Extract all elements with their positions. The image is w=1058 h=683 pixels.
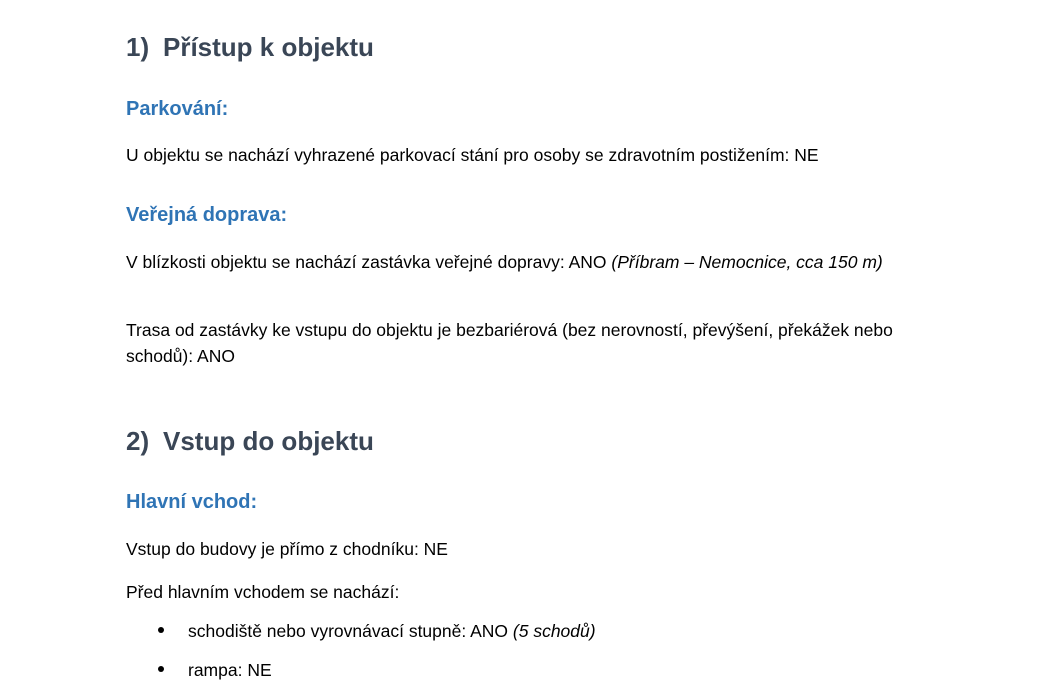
bullet-icon (158, 666, 164, 672)
list-item-note: (5 schodů) (512, 621, 596, 641)
list-item (158, 618, 596, 644)
section-number: 2) (126, 426, 150, 456)
section-title: Vstup do objektu (163, 426, 374, 456)
transport-stop-note: (Příbram – Nemocnice, cca 150 m) (611, 252, 883, 272)
section-title: Přístup k objektu (163, 32, 374, 62)
subheading-parking: Parkování: (126, 98, 229, 120)
list-item-text: schodiště nebo vyrovnávací stupně: ANO (188, 621, 513, 641)
section-heading-access (126, 32, 374, 62)
list-item (158, 657, 272, 683)
transport-route-text: Trasa od zastávky ke vstupu do objektu je bezbariérová (bez nerovností, převýšení, překážek nebo schodů): ANO (126, 320, 893, 366)
subheading-public-transport: Veřejná doprava: (126, 204, 288, 226)
section-heading-entrance (126, 426, 374, 456)
transport-stop-label: V blízkosti objektu se nachází zastávka veřejné dopravy: ANO (126, 252, 612, 272)
bullet-icon (158, 627, 164, 633)
parking-text: U objektu se nachází vyhrazené parkovací stání pro osoby se zdravotním postižením: NE (126, 145, 819, 165)
transport-stop-text (126, 249, 941, 275)
entrance-before-text: Před hlavním vchodem se nachází: (126, 582, 400, 602)
section-number: 1) (126, 32, 150, 62)
entrance-direct-text: Vstup do budovy je přímo z chodníku: NE (126, 539, 448, 559)
subheading-main-entrance: Hlavní vchod: (126, 491, 258, 513)
list-item-text: rampa: NE (188, 660, 272, 680)
